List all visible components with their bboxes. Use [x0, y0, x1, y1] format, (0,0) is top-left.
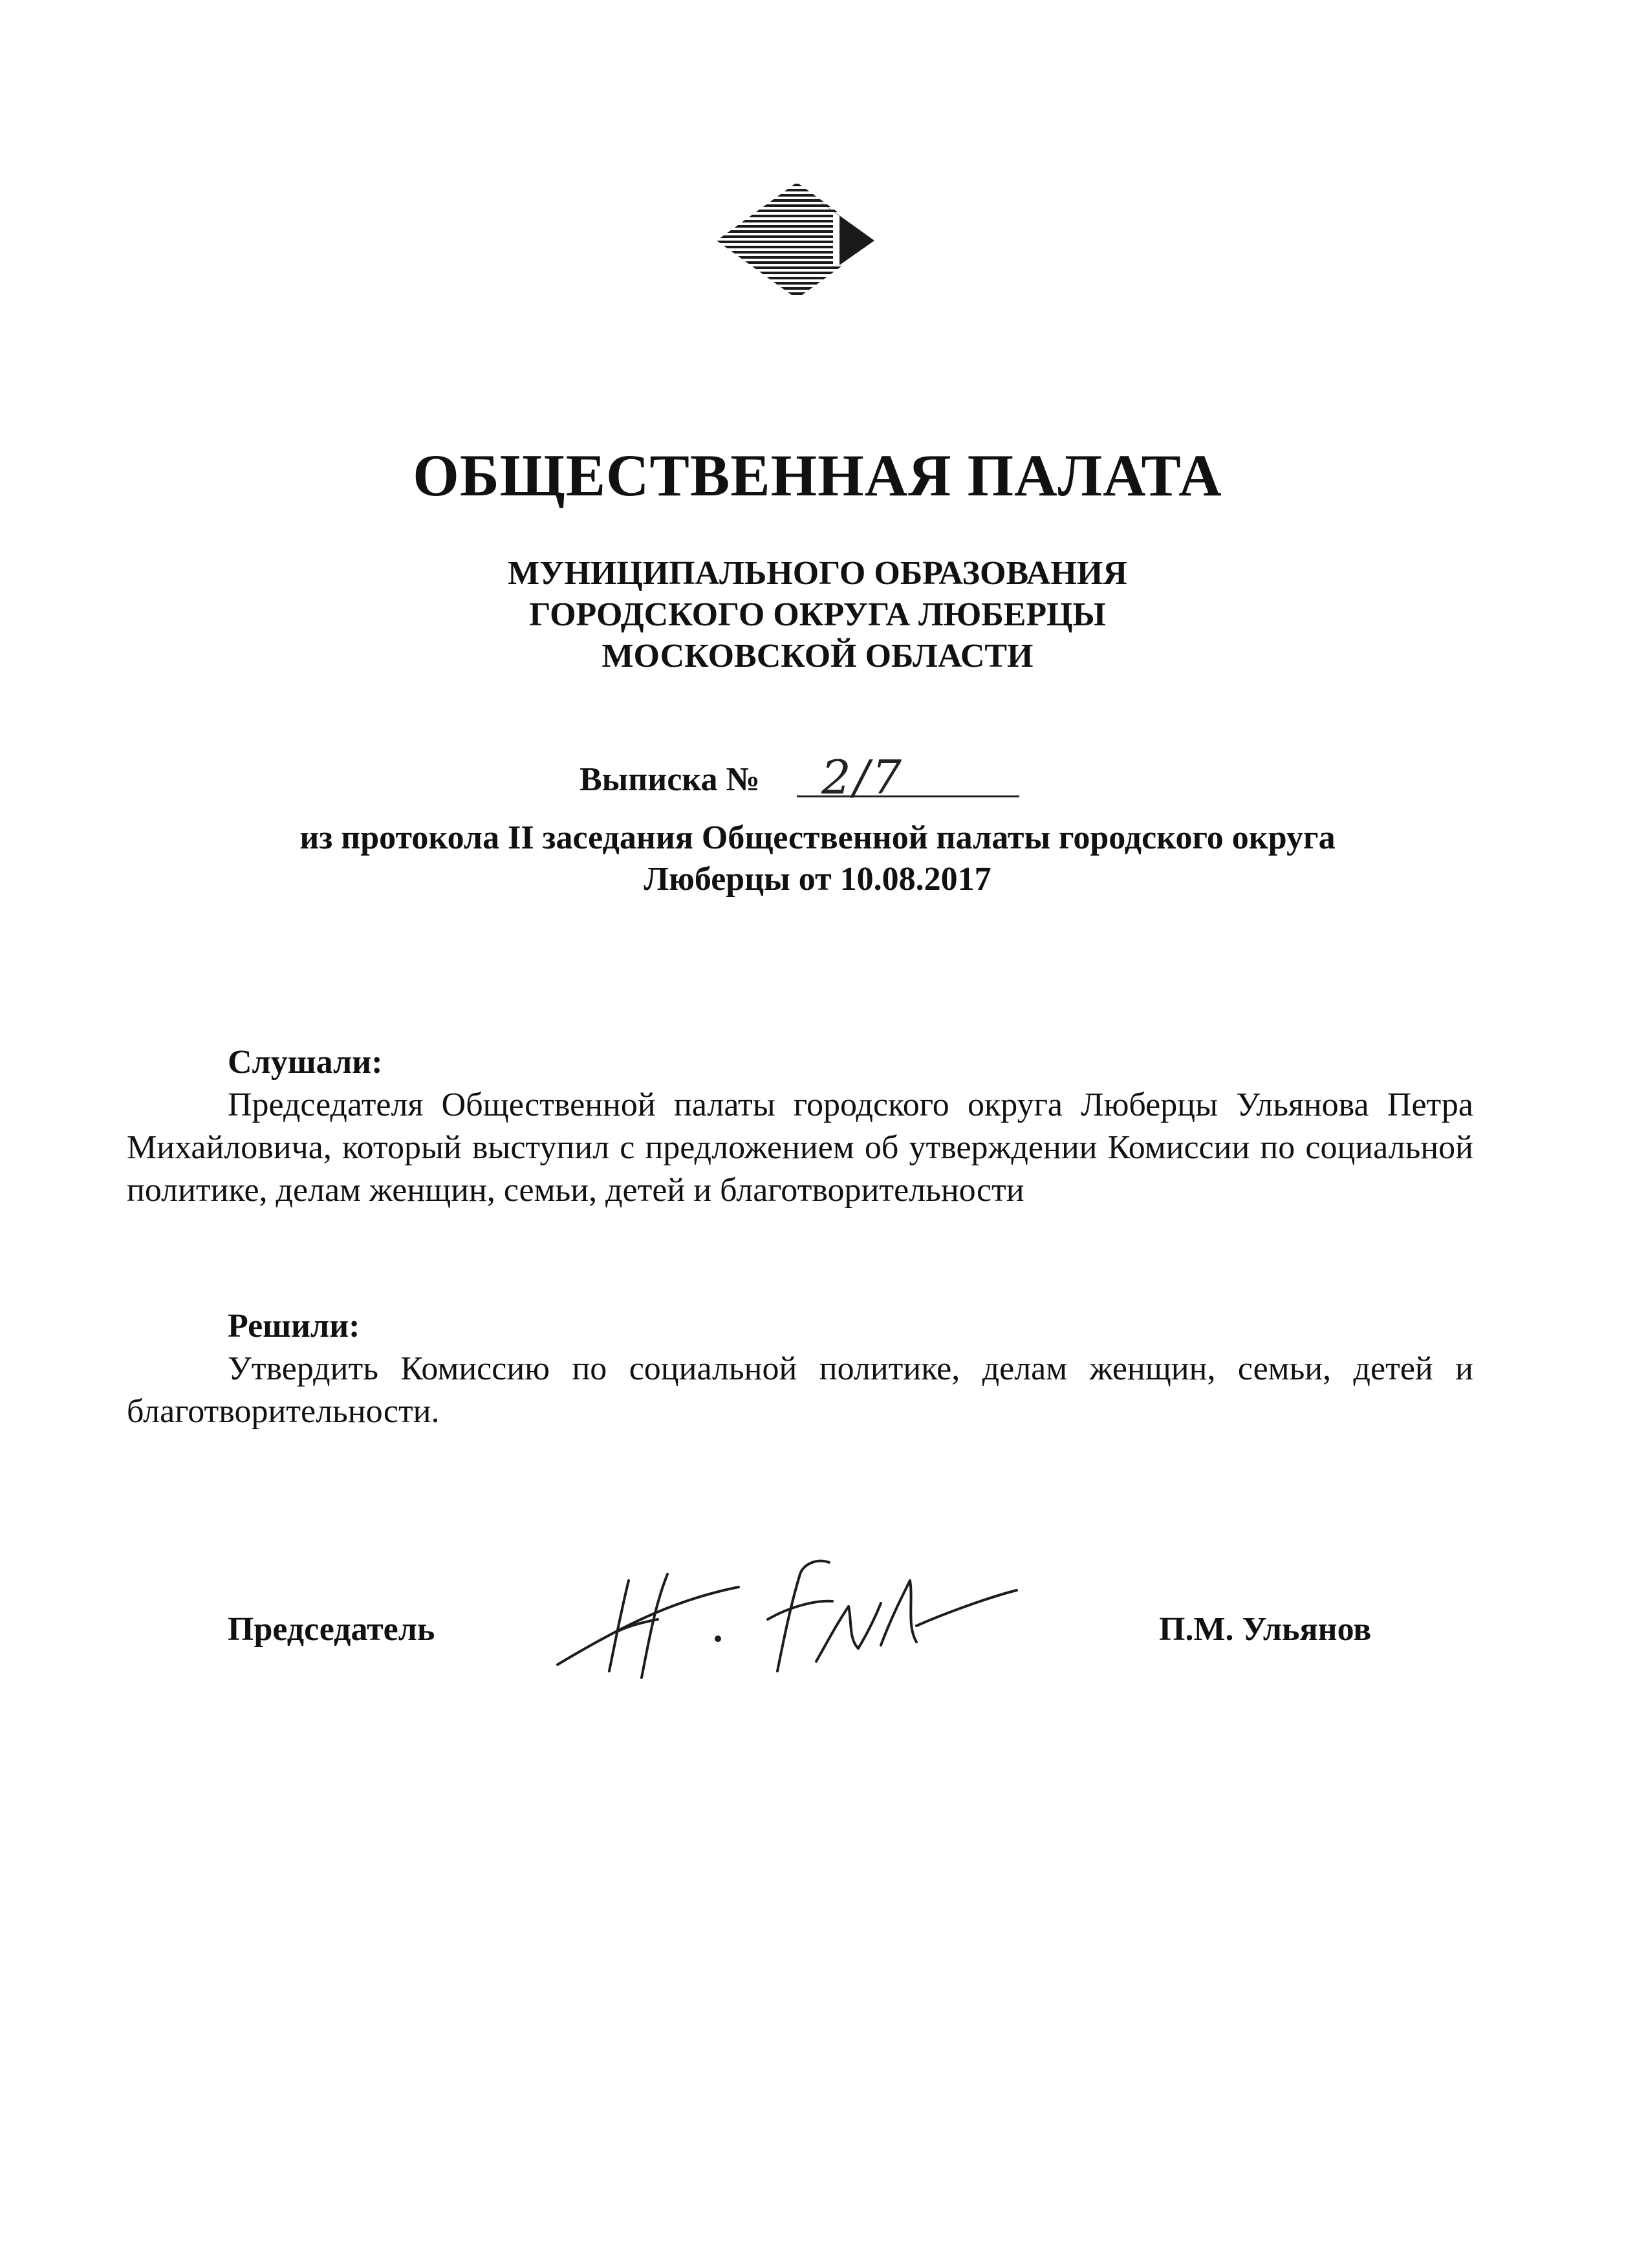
- signatory-role: Председатель: [228, 1611, 435, 1648]
- subtitle-line: МОСКОВСКОЙ ОБЛАСТИ: [601, 638, 1034, 675]
- signature-icon: [545, 1529, 1023, 1697]
- subtitle-line: МУНИЦИПАЛЬНОГО ОБРАЗОВАНИЯ: [508, 555, 1127, 592]
- emblem-icon: [717, 182, 877, 299]
- section-heading: Слушали:: [228, 1044, 383, 1081]
- protocol-reference: [0, 817, 1635, 900]
- document-title: ОБЩЕСТВЕННАЯ ПАЛАТА: [413, 442, 1222, 508]
- section-text: Председателя Общественной палаты городского округа Люберцы Ульянова Петра Михайловича, который выступил с предложением об утверждении Комиссии по социальной политике, делам женщин, семьи, детей и благотворительности: [127, 1086, 1473, 1209]
- section-listened: [127, 1041, 1473, 1212]
- signature-block: [0, 1600, 1635, 1690]
- subtitle-line: ГОРОДСКОГО ОКРУГА ЛЮБЕРЦЫ: [529, 596, 1106, 633]
- organization-subtitle: [0, 553, 1635, 677]
- protocol-line: из протокола II заседания Общественной палаты городского округа: [299, 819, 1336, 856]
- section-heading: Решили:: [228, 1308, 360, 1345]
- protocol-line: Люберцы от 10.08.2017: [644, 861, 991, 898]
- section-text: Утвердить Комиссию по социальной политике, делам женщин, семьи, детей и благотворительности.: [127, 1350, 1473, 1430]
- signatory-name: П.М. Ульянов: [1159, 1611, 1372, 1648]
- extract-label: Выписка №: [579, 761, 760, 798]
- section-decided: [127, 1305, 1473, 1433]
- extract-number-handwritten: 2/7: [821, 750, 904, 805]
